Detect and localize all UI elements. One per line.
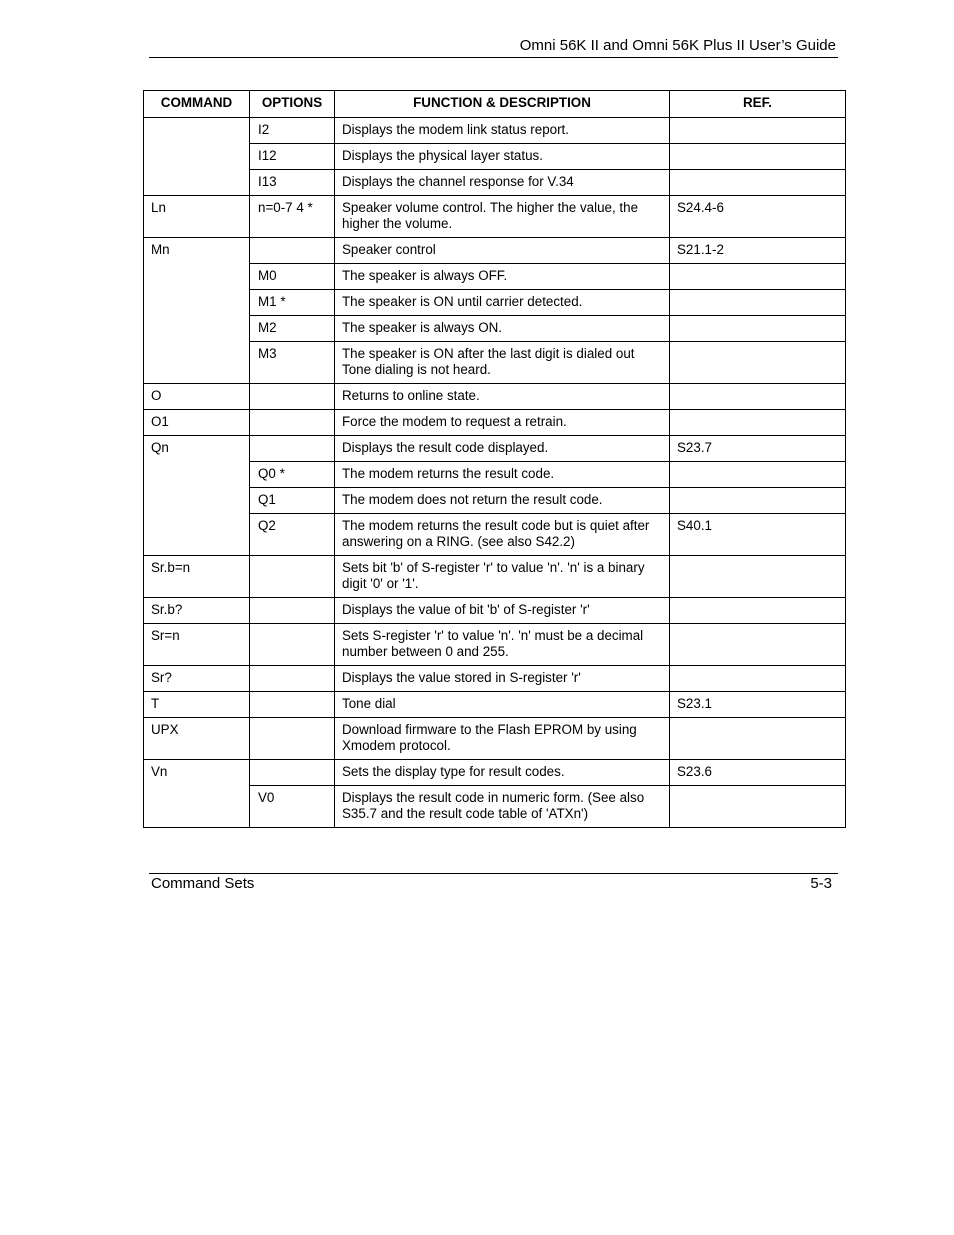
table-row xyxy=(144,718,846,760)
table-row xyxy=(144,436,846,462)
command-cell: T xyxy=(144,692,250,718)
ref-cell xyxy=(670,170,846,196)
option-cell: M0 xyxy=(250,264,335,290)
ref-cell xyxy=(670,264,846,290)
ref-cell: S24.4-6 xyxy=(670,196,846,238)
table-row xyxy=(144,786,846,828)
table-row xyxy=(144,238,846,264)
table-row xyxy=(144,598,846,624)
ref-cell: S23.6 xyxy=(670,760,846,786)
table-row xyxy=(144,316,846,342)
description-cell: Sets the display type for result codes. xyxy=(335,760,670,786)
option-cell xyxy=(250,598,335,624)
header-divider xyxy=(149,57,838,58)
option-cell: n=0-7 4 * xyxy=(250,196,335,238)
description-cell: Sets bit 'b' of S-register 'r' to value 'n'. 'n' is a binary digit '0' or '1'. xyxy=(335,556,670,598)
description-cell: Tone dial xyxy=(335,692,670,718)
ref-cell xyxy=(670,118,846,144)
ref-cell xyxy=(670,342,846,384)
description-cell: Force the modem to request a retrain. xyxy=(335,410,670,436)
option-cell xyxy=(250,238,335,264)
option-cell xyxy=(250,760,335,786)
option-cell: I13 xyxy=(250,170,335,196)
description-cell: The speaker is ON until carrier detected. xyxy=(335,290,670,316)
option-cell: M2 xyxy=(250,316,335,342)
option-cell xyxy=(250,666,335,692)
option-cell xyxy=(250,718,335,760)
ref-cell xyxy=(670,666,846,692)
ref-cell: S21.1-2 xyxy=(670,238,846,264)
option-cell: Q0 * xyxy=(250,462,335,488)
option-cell: V0 xyxy=(250,786,335,828)
description-cell: The speaker is always ON. xyxy=(335,316,670,342)
table-row xyxy=(144,692,846,718)
ref-cell xyxy=(670,410,846,436)
description-cell: The speaker is always OFF. xyxy=(335,264,670,290)
option-cell: M3 xyxy=(250,342,335,384)
table-row xyxy=(144,410,846,436)
footer-divider xyxy=(149,873,838,874)
ref-cell xyxy=(670,290,846,316)
column-header-command: COMMAND xyxy=(144,91,250,118)
table-row xyxy=(144,666,846,692)
option-cell: Q2 xyxy=(250,514,335,556)
description-cell: Displays the value of bit 'b' of S-register 'r' xyxy=(335,598,670,624)
page-header-title: Omni 56K II and Omni 56K Plus II User’s Guide xyxy=(519,37,836,54)
ref-cell: S40.1 xyxy=(670,514,846,556)
footer-section-title: Command Sets xyxy=(151,875,255,892)
table-header-row xyxy=(144,91,846,118)
ref-cell xyxy=(670,462,846,488)
table-row xyxy=(144,488,846,514)
option-cell: I12 xyxy=(250,144,335,170)
table-row xyxy=(144,290,846,316)
command-cell: Vn xyxy=(144,760,250,828)
ref-cell xyxy=(670,384,846,410)
table-row xyxy=(144,196,846,238)
description-cell: The modem returns the result code. xyxy=(335,462,670,488)
description-cell: Sets S-register 'r' to value 'n'. 'n' must be a decimal number between 0 and 255. xyxy=(335,624,670,666)
description-cell: The modem returns the result code but is quiet after answering on a RING. (see also S42.2) xyxy=(335,514,670,556)
ref-cell xyxy=(670,786,846,828)
column-header-description: FUNCTION & DESCRIPTION xyxy=(335,91,670,118)
column-header-ref: REF. xyxy=(670,91,846,118)
table-row xyxy=(144,462,846,488)
command-cell: Sr=n xyxy=(144,624,250,666)
table-row xyxy=(144,118,846,144)
option-cell xyxy=(250,692,335,718)
ref-cell xyxy=(670,488,846,514)
description-cell: Speaker control xyxy=(335,238,670,264)
command-cell: Sr? xyxy=(144,666,250,692)
description-cell: Returns to online state. xyxy=(335,384,670,410)
command-table xyxy=(143,90,846,828)
description-cell: Download firmware to the Flash EPROM by using Xmodem protocol. xyxy=(335,718,670,760)
description-cell: The speaker is ON after the last digit is dialed out Tone dialing is not heard. xyxy=(335,342,670,384)
description-cell: The modem does not return the result code. xyxy=(335,488,670,514)
option-cell xyxy=(250,556,335,598)
command-cell: O xyxy=(144,384,250,410)
description-cell: Displays the modem link status report. xyxy=(335,118,670,144)
description-cell: Displays the result code displayed. xyxy=(335,436,670,462)
footer-page-number: 5-3 xyxy=(810,875,832,892)
ref-cell: S23.7 xyxy=(670,436,846,462)
command-cell: O1 xyxy=(144,410,250,436)
description-cell: Speaker volume control. The higher the value, the higher the volume. xyxy=(335,196,670,238)
ref-cell xyxy=(670,144,846,170)
option-cell xyxy=(250,436,335,462)
command-cell: Sr.b? xyxy=(144,598,250,624)
option-cell: I2 xyxy=(250,118,335,144)
table-row xyxy=(144,514,846,556)
option-cell xyxy=(250,410,335,436)
option-cell: M1 * xyxy=(250,290,335,316)
table-row xyxy=(144,144,846,170)
table-row xyxy=(144,170,846,196)
description-cell: Displays the channel response for V.34 xyxy=(335,170,670,196)
command-cell: Ln xyxy=(144,196,250,238)
column-header-options: OPTIONS xyxy=(250,91,335,118)
option-cell xyxy=(250,384,335,410)
option-cell: Q1 xyxy=(250,488,335,514)
ref-cell xyxy=(670,718,846,760)
command-cell xyxy=(144,118,250,196)
ref-cell xyxy=(670,316,846,342)
description-cell: Displays the value stored in S-register 'r' xyxy=(335,666,670,692)
command-cell: Qn xyxy=(144,436,250,556)
ref-cell: S23.1 xyxy=(670,692,846,718)
table-row xyxy=(144,384,846,410)
table-row xyxy=(144,624,846,666)
description-cell: Displays the result code in numeric form. (See also S35.7 and the result code table of 'ATXn') xyxy=(335,786,670,828)
option-cell xyxy=(250,624,335,666)
command-cell: Sr.b=n xyxy=(144,556,250,598)
table-row xyxy=(144,264,846,290)
command-cell: Mn xyxy=(144,238,250,384)
ref-cell xyxy=(670,598,846,624)
table-row xyxy=(144,342,846,384)
table-row xyxy=(144,760,846,786)
description-cell: Displays the physical layer status. xyxy=(335,144,670,170)
ref-cell xyxy=(670,624,846,666)
ref-cell xyxy=(670,556,846,598)
table-row xyxy=(144,556,846,598)
command-cell: UPX xyxy=(144,718,250,760)
